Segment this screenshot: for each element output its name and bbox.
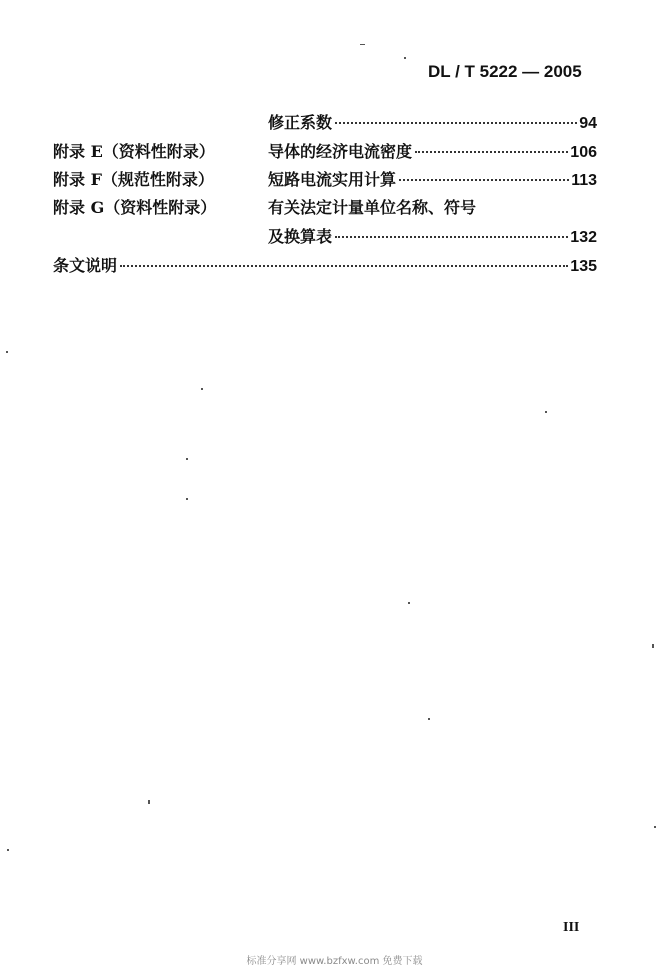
scan-speck bbox=[652, 644, 654, 648]
scan-speck bbox=[186, 498, 188, 500]
toc-entry[interactable] bbox=[268, 195, 597, 217]
toc-page-number: 113 bbox=[571, 172, 597, 189]
scan-speck bbox=[148, 800, 150, 804]
page-number: III bbox=[563, 920, 580, 935]
scan-speck bbox=[201, 388, 203, 390]
scan-speck bbox=[6, 351, 8, 353]
document-code: DL / T 5222 — 2005 bbox=[428, 62, 582, 81]
toc-entry[interactable] bbox=[53, 253, 597, 275]
scan-speck bbox=[545, 411, 547, 413]
toc-page-number: 106 bbox=[570, 144, 597, 161]
toc-dot-leader bbox=[335, 236, 568, 238]
toc-dot-leader bbox=[120, 265, 568, 267]
toc-appendix-label: 附录 F（规范性附录） bbox=[53, 170, 214, 189]
scan-speck bbox=[408, 602, 410, 604]
toc-page-number: 94 bbox=[579, 115, 597, 132]
toc-dot-leader bbox=[415, 151, 568, 153]
scan-speck bbox=[186, 458, 188, 460]
toc-dot-leader bbox=[399, 179, 569, 181]
toc-entry-title: 导体的经济电流密度 bbox=[268, 142, 413, 161]
scan-speck bbox=[428, 718, 430, 720]
toc-page-number: 132 bbox=[570, 229, 597, 246]
scan-speck bbox=[7, 849, 9, 851]
toc-entry-title: 短路电流实用计算 bbox=[268, 170, 397, 189]
toc-entry[interactable] bbox=[268, 110, 597, 132]
scan-speck bbox=[654, 826, 656, 828]
toc-page-number: 135 bbox=[570, 258, 597, 275]
toc-entry-title: 有关法定计量单位名称、符号 bbox=[268, 198, 477, 217]
toc-entry[interactable] bbox=[268, 167, 597, 189]
toc-entry[interactable] bbox=[268, 139, 597, 161]
toc-entry-title: 修正系数 bbox=[268, 113, 333, 132]
toc-appendix-label: 附录 E（资料性附录） bbox=[53, 142, 215, 161]
toc-entry-title: 条文说明 bbox=[53, 256, 118, 275]
scan-speck bbox=[404, 57, 406, 59]
toc-dot-leader bbox=[335, 122, 577, 124]
toc-entry[interactable] bbox=[268, 224, 597, 246]
watermark-text: 标准分享网 www.bzfxw.com 免费下载 bbox=[246, 956, 423, 967]
toc-entry-title: 及换算表 bbox=[268, 227, 333, 246]
toc-appendix-label: 附录 G（资料性附录） bbox=[53, 198, 217, 217]
scan-speck bbox=[360, 44, 365, 45]
